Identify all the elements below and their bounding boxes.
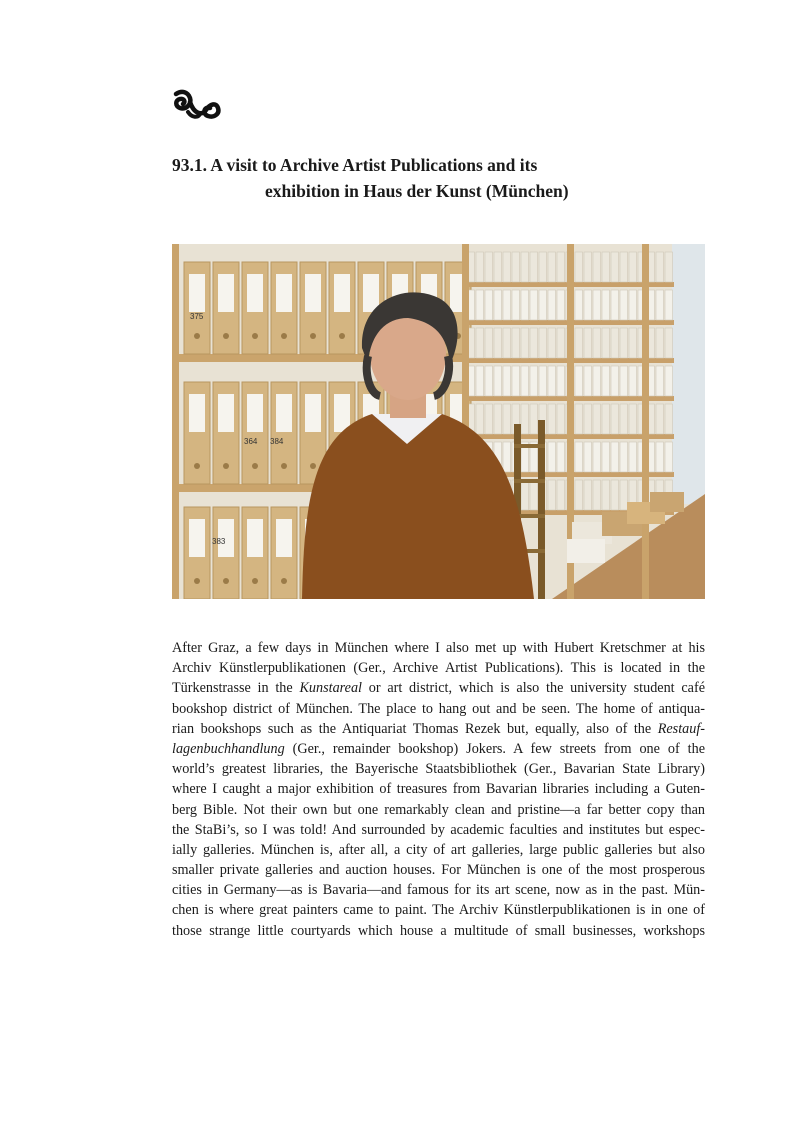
text-run: or art district, which is also the university student café xyxy=(362,680,705,697)
binder-spine xyxy=(665,404,673,434)
binder-spine xyxy=(557,252,565,282)
binder-spine xyxy=(602,328,610,358)
box-number: 384 xyxy=(270,437,284,446)
body-line xyxy=(172,759,705,779)
binder-spine xyxy=(530,480,538,510)
text-run: bookshop district of München. The place to hang out and be seen. The home of antiqua- xyxy=(172,700,705,717)
body-line xyxy=(172,638,705,658)
binder-spine xyxy=(494,366,502,396)
box-label xyxy=(189,274,205,312)
binder-spine xyxy=(557,480,565,510)
body-line xyxy=(172,840,705,860)
binder-spine xyxy=(548,480,556,510)
box-handle xyxy=(194,333,200,339)
body-line xyxy=(172,699,705,719)
shelf-upright xyxy=(172,244,179,599)
binder-spine xyxy=(521,480,529,510)
binder-spine xyxy=(584,366,592,396)
binder-spine xyxy=(494,404,502,434)
binder-spine xyxy=(611,404,619,434)
binder-spine xyxy=(512,328,520,358)
binder-spine xyxy=(548,366,556,396)
binder-spine xyxy=(476,290,484,320)
binder-spine xyxy=(611,290,619,320)
binder-spine xyxy=(503,404,511,434)
binder-spine xyxy=(584,404,592,434)
binder-spine xyxy=(611,442,619,472)
binder-spine xyxy=(575,328,583,358)
box-number: 375 xyxy=(190,312,204,321)
italic-term: Kunstareal xyxy=(299,680,362,697)
binder-spine xyxy=(557,366,565,396)
text-run: Archiv Künstlerpublikationen (Ger., Archive Artist Publications). This is located in the xyxy=(172,660,705,677)
text-run: (Ger., remainder bookshop) Jokers. A few streets from one of the xyxy=(284,740,705,757)
binder-spine xyxy=(593,252,601,282)
binder-spine xyxy=(584,328,592,358)
text-run: rian bookshops such as the Antiquariat Thomas Rezek but, equally, also of the xyxy=(172,720,658,737)
box-label xyxy=(305,274,321,312)
binder-spine xyxy=(575,442,583,472)
binder-spine xyxy=(665,366,673,396)
text-run: chen is where great painters came to paint. The Archiv Künstlerpublikationen is in one of xyxy=(172,902,705,919)
binder-spine xyxy=(548,290,556,320)
italic-term: Restauf- xyxy=(657,720,705,737)
binder-spine xyxy=(611,480,619,510)
binder-spine xyxy=(521,404,529,434)
archive-photo xyxy=(172,244,705,599)
binder-spine xyxy=(539,366,547,396)
binder-spine xyxy=(521,290,529,320)
binder-spine xyxy=(611,328,619,358)
binder-spine xyxy=(476,366,484,396)
text-run: the StaBi’s, so I was told! And surrounded by academic faculties and institutes but espec- xyxy=(172,821,705,838)
binder-spine xyxy=(521,252,529,282)
binder-spine xyxy=(620,404,628,434)
binder-spine xyxy=(611,252,619,282)
binder-spine xyxy=(503,252,511,282)
box-handle xyxy=(281,333,287,339)
binder-spine xyxy=(620,480,628,510)
binder-spine xyxy=(512,366,520,396)
binder-spine xyxy=(665,328,673,358)
binder-spine xyxy=(539,328,547,358)
binder-spine xyxy=(503,328,511,358)
binder-spine xyxy=(530,290,538,320)
binder-spine xyxy=(530,328,538,358)
binder-spine xyxy=(629,366,637,396)
binder-spine xyxy=(575,290,583,320)
box-label xyxy=(218,394,234,432)
binder-spine xyxy=(530,252,538,282)
heading-line-1: 93.1. A visit to Archive Artist Publications and its xyxy=(172,155,538,175)
box-label xyxy=(334,274,350,312)
binder-spine xyxy=(656,328,664,358)
binder-spine xyxy=(656,404,664,434)
text-run: world’s greatest libraries, the Bayerische Staatsbibliothek (Ger., Bavarian State Library) xyxy=(172,761,705,778)
body-line xyxy=(172,658,705,678)
binder-spine xyxy=(656,366,664,396)
box-label xyxy=(276,394,292,432)
binder-spine xyxy=(656,442,664,472)
binder-spine xyxy=(629,252,637,282)
binder-spine xyxy=(620,328,628,358)
binder-spine xyxy=(485,328,493,358)
binder-spine xyxy=(521,366,529,396)
binder-spine xyxy=(593,404,601,434)
binder-spine xyxy=(656,252,664,282)
box-handle xyxy=(339,333,345,339)
box-handle xyxy=(194,578,200,584)
binder-spine xyxy=(494,290,502,320)
box-label xyxy=(247,274,263,312)
heading-line-2: exhibition in Haus der Kunst (München) xyxy=(265,181,569,201)
box-handle xyxy=(252,333,258,339)
ornament-icon xyxy=(172,88,222,120)
box-label xyxy=(218,274,234,312)
box-label xyxy=(276,519,292,557)
box-number: 364 xyxy=(244,437,258,446)
binder-spine xyxy=(620,290,628,320)
body-line xyxy=(172,779,705,799)
binder-spine xyxy=(602,442,610,472)
binder-spine xyxy=(539,252,547,282)
binder-spine xyxy=(485,252,493,282)
body-line xyxy=(172,880,705,900)
box-handle xyxy=(252,578,258,584)
archive-photo-illustration xyxy=(172,244,705,599)
binder-spine xyxy=(602,366,610,396)
binder-spine xyxy=(530,404,538,434)
body-paragraph xyxy=(172,638,705,941)
binder-spine xyxy=(557,290,565,320)
binder-spine xyxy=(620,366,628,396)
text-run: berg Bible. Not their own but one remarkably clean and pristine—a far better copy than xyxy=(172,801,705,818)
text-run: where I caught a major exhibition of treasures from Bavarian libraries including a Guten- xyxy=(172,781,705,798)
binder-spine xyxy=(557,442,565,472)
binder-spine xyxy=(665,252,673,282)
binder-spine xyxy=(485,404,493,434)
binder-spine xyxy=(602,252,610,282)
binder-spine xyxy=(557,404,565,434)
binder-spine xyxy=(485,290,493,320)
binder-spine xyxy=(593,328,601,358)
binder-spine xyxy=(665,442,673,472)
binder-spine xyxy=(620,442,628,472)
shelf-upright xyxy=(642,244,649,599)
box-handle xyxy=(281,463,287,469)
binder-spine xyxy=(530,366,538,396)
box-handle xyxy=(223,463,229,469)
binder-spine xyxy=(584,252,592,282)
text-run: Türkenstrasse in the xyxy=(172,680,300,697)
italic-term: lagenbuchhandlung xyxy=(172,740,285,757)
binder-spine xyxy=(629,404,637,434)
body-line xyxy=(172,860,705,880)
body-line xyxy=(172,800,705,820)
binder-spine xyxy=(593,442,601,472)
box-label xyxy=(189,394,205,432)
text-run: smaller private galleries and auction houses. For München is one of the most prosperous xyxy=(172,862,705,879)
binder-spine xyxy=(575,366,583,396)
binder-spine xyxy=(539,290,547,320)
binder-spine xyxy=(629,442,637,472)
binder-spine xyxy=(548,252,556,282)
box-label xyxy=(334,394,350,432)
binder-spine xyxy=(476,252,484,282)
box-label xyxy=(363,274,379,312)
box-handle xyxy=(310,333,316,339)
box-handle xyxy=(252,463,258,469)
binder-spine xyxy=(503,442,511,472)
binder-spine xyxy=(575,252,583,282)
box-number: 383 xyxy=(212,537,226,546)
binder-spine xyxy=(575,480,583,510)
text-run: After Graz, a few days in München where I also met up with Hubert Kretschmer at his xyxy=(172,640,705,656)
binder-spine xyxy=(521,328,529,358)
binder-spine xyxy=(584,480,592,510)
body-line xyxy=(172,678,705,698)
binder-spine xyxy=(548,442,556,472)
binder-spine xyxy=(665,290,673,320)
box-handle xyxy=(310,463,316,469)
binder-spine xyxy=(512,252,520,282)
body-line xyxy=(172,921,705,941)
binder-spine xyxy=(548,328,556,358)
binder-spine xyxy=(476,328,484,358)
binder-spine xyxy=(629,290,637,320)
box-handle xyxy=(281,578,287,584)
box-handle xyxy=(194,463,200,469)
binder-spine xyxy=(611,366,619,396)
binder-spine xyxy=(485,366,493,396)
binder-spine xyxy=(584,290,592,320)
binder-spine xyxy=(503,366,511,396)
text-run: ially galleries. München is, after all, a city of art galleries, large public galleries but also xyxy=(172,841,705,858)
binder-spine xyxy=(602,480,610,510)
binder-spine xyxy=(503,290,511,320)
body-line xyxy=(172,900,705,920)
box-label xyxy=(247,394,263,432)
binder-spine xyxy=(629,328,637,358)
binder-spine xyxy=(476,404,484,434)
binder-spine xyxy=(656,290,664,320)
binder-spine xyxy=(593,290,601,320)
text-run: those strange little courtyards which house a multitude of small businesses, workshops xyxy=(172,922,705,939)
binder-spine xyxy=(593,366,601,396)
section-heading xyxy=(172,152,632,204)
box-label xyxy=(276,274,292,312)
body-line xyxy=(172,719,705,739)
binder-spine xyxy=(602,290,610,320)
binder-spine xyxy=(494,252,502,282)
text-run: cities in Germany—as is Bavaria—and famous for its art scene, now as in the past. Mün- xyxy=(172,882,705,899)
box-label xyxy=(247,519,263,557)
binder-spine xyxy=(512,290,520,320)
box-label xyxy=(305,394,321,432)
binder-spine xyxy=(602,404,610,434)
box-label xyxy=(189,519,205,557)
binder-spine xyxy=(548,404,556,434)
binder-spine xyxy=(620,252,628,282)
binder-spine xyxy=(575,404,583,434)
binder-spine xyxy=(494,328,502,358)
binder-spine xyxy=(584,442,592,472)
box-handle xyxy=(223,333,229,339)
body-line xyxy=(172,739,705,759)
body-line xyxy=(172,820,705,840)
binder-spine xyxy=(557,328,565,358)
box-handle xyxy=(223,578,229,584)
binder-spine xyxy=(593,480,601,510)
